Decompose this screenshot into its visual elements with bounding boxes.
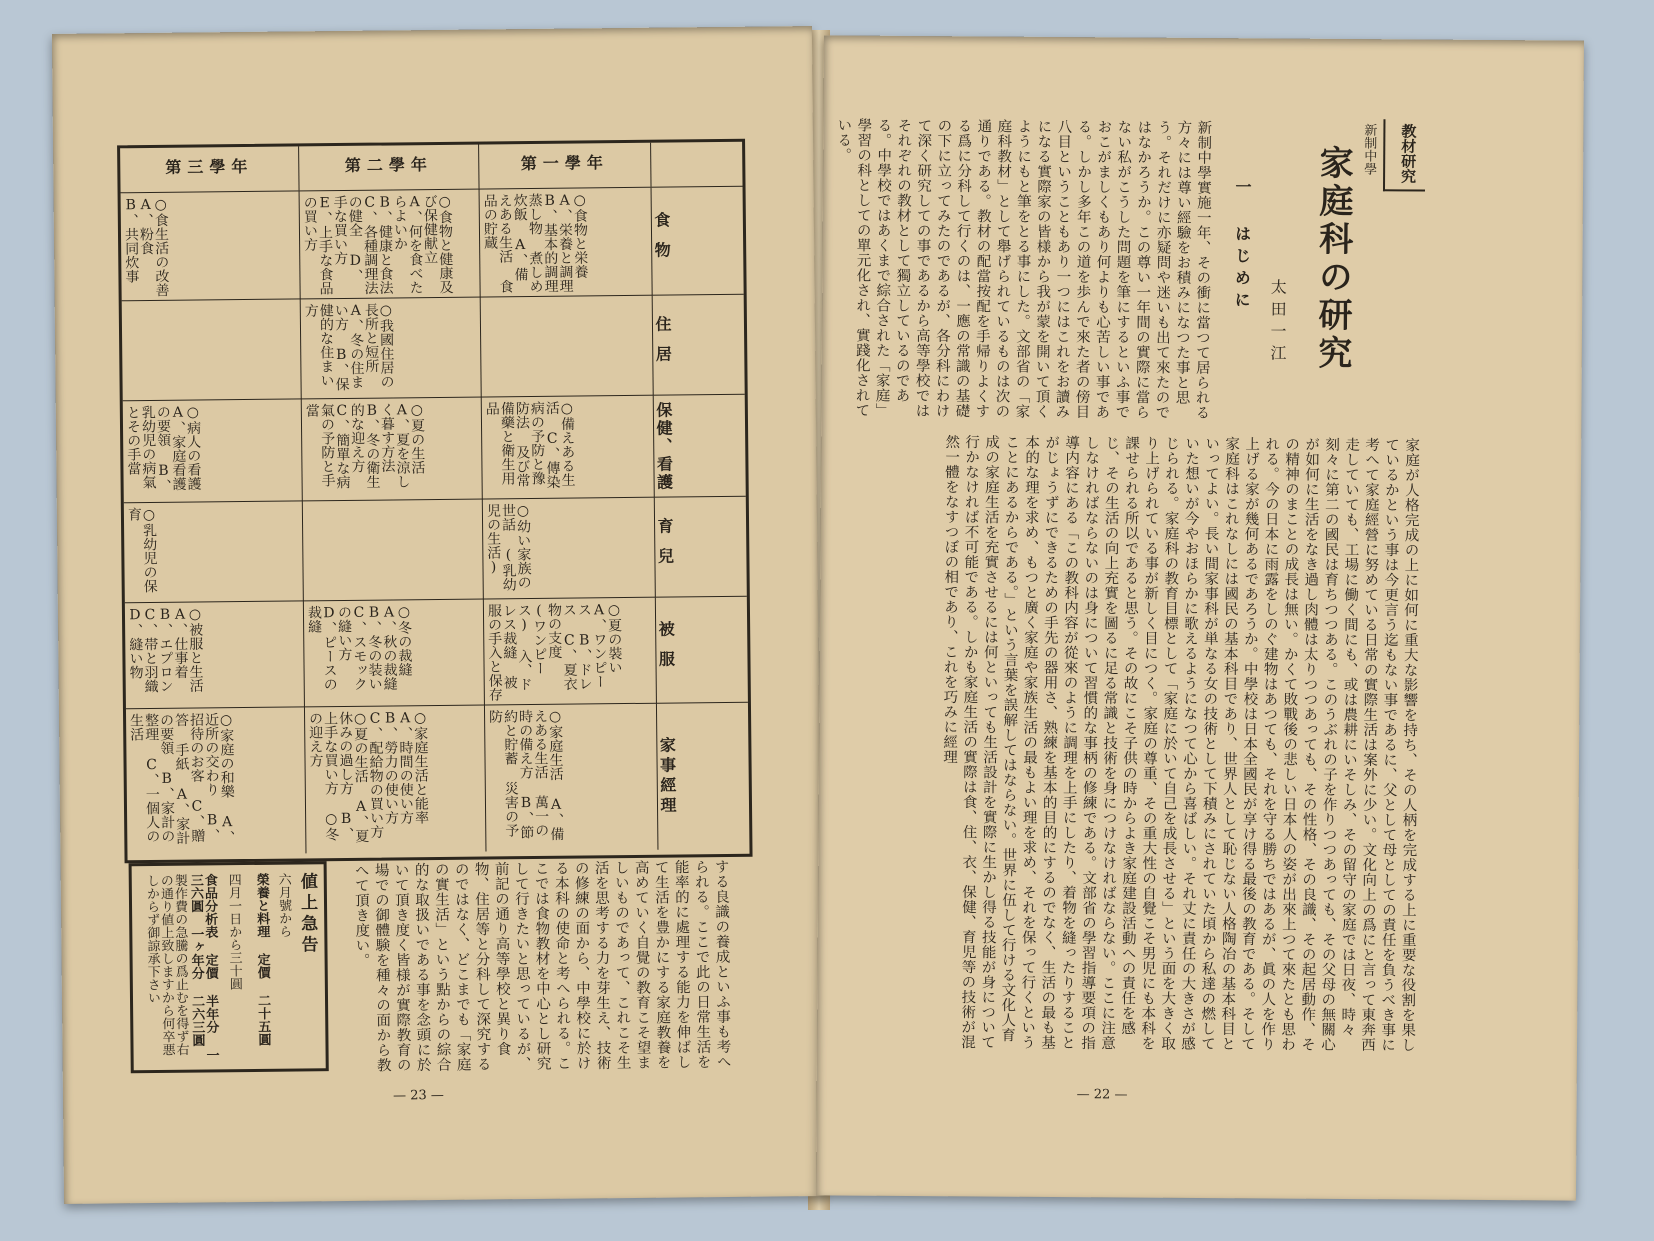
notice-line: 六月號から — [275, 872, 292, 938]
body-text-bottom: 家庭が人格完成の上に如何に重大な影響を持ち、その人柄を完成する上に重要な役割を果しているかという事は今更言う迄もない事であるに、父として母としての責任を負うべき事に考へて家庭經營に努めている日常の實際生活は案外に少い。文化向上の爲にと言って東奔西走していても、工場に働く間にも、或は農耕にいそしみ、その留守の家庭では日夜、時々刻々に第二の國民は育ちつつある。このうぶれの子を作りつつあっても、その父母の無關心が如何に生活をなき過し肉體は太りつつあっても、その性格、その良識、その起居動作、その精神のまことの成長は無い。かくて敗戰後の悲しい日本人の姿が出來上つて來たとも思われる。今の日本に雨露をしのぐ建物はあつても、それを守る勝ちではあるが、眞の人を作り上げる家が幾何あるであろうか。中學校は日本全國民が享け得る最後の教育である。そして家庭科はこれなしには國民の基本科目であり、世界人として恥じない人格陶冶の基本科目といってよい。長い間家事科が単なる女の技術として下積みにされていた頃から私達の燃していた想いが今やおほらかに歌えるようになつて心から喜ばしい。それ丈に責任の大きさが感じられる。家庭科の教育目標として「家庭に於いて自己を成長させる」という面を大きく取り上げられている事が新しく目につく。家庭の尊重、その重大性の自覺こそ男児にも本科を課せられる所以であると思う。その故にこそ子供の時からよき家庭建設活動への責任を感じ、その生活の向上充實を圖るに足る常識と技術を身につけなければならない。ここに注意しなければならないのは身について習慣的な事柄の修練である。文部省の學習指導要項の指導内容にある「この教科内容が從來のように調理を上手にしたり、着物を縫ったりすることがじょうずにできるための手先の器用さ、熟練を基本的目的にするのでなく、生活の最も基本的な理を求め、もつと廣く家庭や家族生活の最もよい理を求め、それを保って行くということにあるからである。」という言葉を誤解してはならない。世界に伍して行ける文化人育成の家庭生活を充實させるには何といっても生活設計を實際に生かし得る技能が身について行かなければ不可能である。しかも家庭生活の實際は食、住、衣、保健、育児等の技術が混然一體をなすつぼの相であり、これを巧みに經理 — [940, 434, 1420, 1053]
article-title: 家庭科の研究 — [1311, 144, 1354, 374]
category-label: 食物 — [651, 211, 672, 272]
category-label: 家事經理 — [657, 736, 678, 817]
table-cell: ○食物と栄養 A、栄養と調理 B、基本的調理 蒸し物 煮しめ 炊飯 A、備えある生活 食品の貯蔵 — [481, 192, 589, 294]
left-page — [52, 26, 824, 1204]
category-label: 住居 — [652, 315, 673, 376]
page-number: — 22 — — [1076, 1087, 1128, 1103]
table-cell: ○乳幼児の保育 — [125, 506, 158, 594]
notice-line: 食品分析表 定價 半年分 一三六圓 一ヶ年分 二六三圓 — [187, 873, 219, 1062]
table-cell — [124, 305, 125, 397]
category-label: 被服 — [656, 620, 676, 681]
table-cell: ○食生活の改善 A、粉食 B、共同炊事 — [122, 196, 170, 297]
table-cell: ○備えある生活 C、傳染病の予防と豫防法 及び常備藥と衛生用品 — [483, 400, 576, 489]
table-cell: ○家庭の和樂 A、近所の交わり B、招待のお客 C、贈答 手紙 A、家計の要領 B、家計の整理 C、一個人の生活 — [128, 712, 236, 845]
table-cell — [483, 302, 484, 394]
table-row — [126, 702, 750, 856]
right-page — [816, 35, 1584, 1200]
page-number: — 23 — — [392, 1087, 444, 1104]
body-text: する良識の養成といふ事も考へられる。ここで此の日常生活を能率的に處理する能力を伸ばして生活を豊かにする家庭教養を高めていく自覺の教育こそ望ましいものであって、これこそ生活を思考する力を芽生え、技術の修練の面から、中學校に於ける本科の使命と考へられる。ここでは食物教材を中心とし研究して行きたいと思っているが、前記の通り高等學校と異り食物、住居等と分科して深究するのではなく、どこまでも「家庭の實生活」という點からの綜合的な取扱いである事を念頭に於いて頂き度く皆様が實際教育の場での御體験を種々の面から教へて頂き度い。 — [352, 858, 731, 1073]
table-cell: ○食物と健康及び保健献立 A、何を食べたらよいか B、健康と食法 C、各種調理法の健全 D、手な買い方 E、上手な食品の買い方 — [301, 193, 454, 296]
year-header: 第一學年 — [478, 143, 650, 189]
table-cell: ○夏の裝い A、ワンピース B、ドレス C、夏衣物の支度 (ワンピース) 入、ドレス裁縫 被服の手入と保存 — [485, 602, 623, 702]
table-cell: ○我國住居の長所と短所 A、冬の住まい方 B、保健的な住まい方 — [302, 302, 395, 392]
body-text-top: 新制中學實施一年、その衝に當つて居られる方々には尊い經驗をお積みになつた事と思う。それだけに亦疑問や迷いも出て來たのではなかろうか。この尊い一年間の實際に當らない私がこうした問題を筆にするといふ事でおこがましくもあり何よりも心苦しい事である。しかし多年この道を歩んで來た者の傍目八目ということもあり一つにはこれをお讀みになる實際家の皆様から我が蒙を開いて頂くようにもと筆をとる事にした。文部省の「家庭科教材」として舉げられているものは次の通りである。教材の配當按配を手帰りよくする爲に分科して行くのは、一應の常識の基礎の下に立ってみたのであるが、各分科にわけて深く研究しての事であるから高等學校ではそれぞれの教材として獨立しているのである。中學校ではあくまで綜合された「家庭」學習の科としての單元化され、實踐化されている。 — [835, 117, 1212, 421]
subtitle: 新制中學 — [1361, 123, 1377, 176]
table-header-row — [120, 142, 742, 193]
table-cell: ○家庭生活と能率 A、時間の使い方 B、勞力の使い方 C、配給物の買い方 ○夏の生活 A、夏休みの過し方 B、上手な買い方 ○冬の迎え方 — [307, 710, 430, 843]
curriculum-table — [117, 139, 752, 864]
table-row — [122, 294, 745, 402]
notice-line: 榮養と料理 定價 二十五圓 — [253, 872, 271, 1046]
series-label: 教材研究 — [1399, 123, 1418, 184]
series-label-box — [1383, 119, 1426, 191]
table-cell: ○被服と生活 A、仕事着 B、エプロン C、帯と羽織 D、縫い物 — [126, 606, 204, 694]
table-cell: ○夏の生活 A、夏を涼しく暮す方法 B、冬の衛生的な迎え方 C、簡單な病氣の予防と手當 — [303, 402, 426, 490]
table-cell: ○病人の看護 A、家庭看護の要領 B、乳幼児の病氣とその手當 — [124, 404, 202, 493]
section-heading: 一 はじめに — [1232, 178, 1253, 314]
table-row — [123, 394, 746, 504]
category-header-blank — [650, 142, 742, 187]
author: 太田一江 — [1267, 278, 1288, 367]
table-row — [124, 496, 747, 604]
table-cell: ○幼い家族の世話 (乳幼児の生活) — [484, 503, 532, 592]
table-cell — [305, 505, 306, 597]
price-increase-notice — [129, 861, 329, 1073]
table-row — [121, 186, 744, 302]
category-label: 保健、看護 — [653, 401, 674, 492]
table-row — [125, 596, 748, 710]
notice-line: 製作費の急騰の爲止むを得ず右の通り値上致しますから何卒悪しからず御諒承下さい — [143, 873, 189, 1056]
year-header: 第二學年 — [298, 145, 478, 191]
notice-title: 値上急告 — [296, 872, 318, 957]
category-label: 育兒 — [654, 517, 675, 578]
table-cell: ○冬の裁縫 A、秋の裁縫 B、冬の装い C、スモックの縫い方 D、ピースの裁縫 — [305, 604, 413, 692]
table-cell: ○家庭生活 A、備えある生活 萬一の時の備え方 B、節約と貯蓄 災害の予防 — [486, 708, 565, 841]
notice-line: 四月一日から三十圓 — [225, 873, 242, 991]
year-header: 第三學年 — [165, 156, 254, 177]
